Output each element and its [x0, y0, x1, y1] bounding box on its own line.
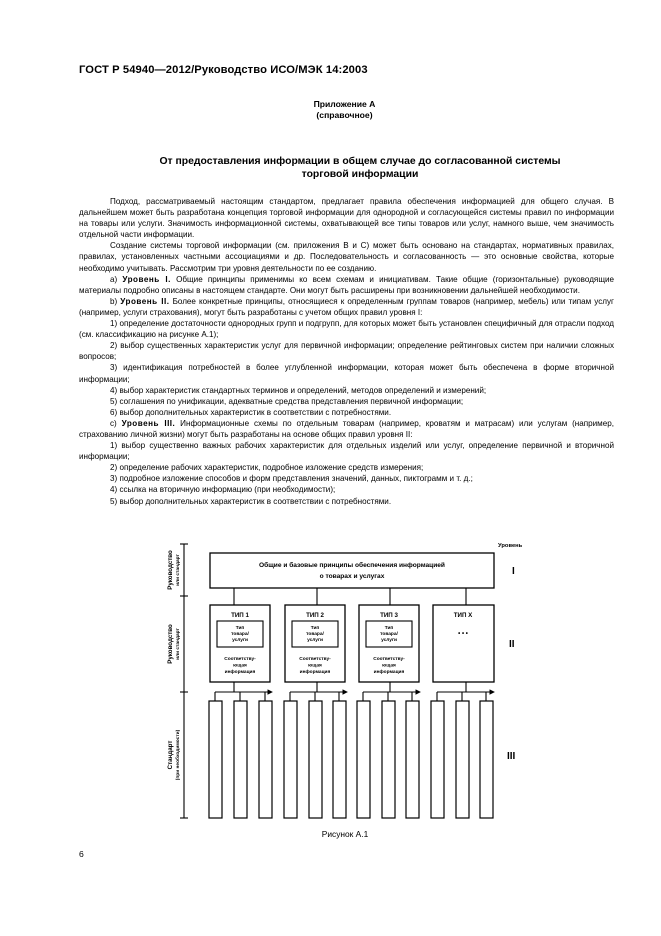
- level-c-prefix: с): [110, 418, 117, 428]
- general-principles-box: [210, 553, 494, 588]
- page-number: 6: [79, 849, 84, 859]
- level-b-label: Уровень II.: [120, 296, 170, 306]
- level-a-label: Уровень I.: [122, 274, 171, 284]
- left-level-bracket: [180, 544, 188, 818]
- roman-level-1: I: [512, 566, 515, 577]
- level-column-header: Уровень: [498, 543, 523, 549]
- list-item: 6) выбор дополнительных характеристик в соответствии с потребностями.: [110, 407, 392, 417]
- list-item: 2) определение рабочих характеристик, подробное изложение средств измерения;: [110, 463, 424, 473]
- list-item: 1) определение достаточности однородных групп и подгрупп, для которых может быть установлен специфичный для отрасли подход (см. классификацию на рисунке А.1);: [79, 319, 614, 340]
- type-box-2: [285, 605, 345, 682]
- type-2-title: ТИП 2: [306, 612, 324, 619]
- general-principles-line-1: Общие и базовые принципы обеспечения информацией: [259, 562, 445, 569]
- side-label-level-2: Руководство или стандарт: [167, 624, 181, 664]
- type-box-3: [359, 605, 419, 682]
- level-b-prefix: b): [110, 296, 118, 306]
- svg-text:Соответству-ющаяинформация: Соответству-ющая информация: [224, 657, 256, 675]
- type-1-title: ТИП 1: [231, 612, 249, 619]
- level-2-to-3-connectors: [215, 682, 494, 701]
- list-item: 3) подробное изложение способов и форм представления значений, данных, пиктограмм и т. д.;: [110, 474, 473, 484]
- type-box-x: [433, 605, 494, 682]
- level-b-text: Более конкретные принципы, относящиеся к определенным группам товаров (например, мебель) или типам услуг (например, услуги страхования), могут быть разработаны с учетом общих правил уровня I:: [79, 296, 614, 317]
- svg-text:Типтовара/услуги: Тип товара/ услуги: [380, 626, 398, 643]
- type-x-dots: • • •: [458, 631, 468, 637]
- list-item: 3) идентификация потребностей в более углубленной информации, которая может быть обеспечена в форме вторичной информации;: [79, 363, 614, 384]
- roman-level-2: II: [509, 639, 515, 650]
- type-box-1: [210, 605, 270, 682]
- level-c-label: Уровень III.: [121, 418, 176, 428]
- paragraph: Создание системы торговой информации (см. приложения В и С) может быть основано на стандартах, нормативных правилах, правилах, установленных частными ассоциациями и др. Последовательность и согласованность — это основные свойства, которые необходимо учитывать. Рассмотрим три уровня деятельности по ее созданию.: [79, 241, 614, 273]
- side-label-level-3: Стандарт (при необходимости): [167, 729, 181, 781]
- list-item: 4) выбор характеристик стандартных терминов и определений, методов определений и измерений;: [110, 385, 487, 395]
- list-item: 2) выбор существенных характеристик услуг для первичной информации; определение рейтинговых систем при наличии сложных вопросов;: [79, 341, 614, 362]
- annex-note: (справочное): [316, 110, 373, 120]
- list-item: 4) ссылка на вторичную информацию (при необходимости);: [110, 485, 336, 495]
- annex-label: Приложение А: [313, 99, 376, 109]
- list-item: 5) соглашения по унификации, адекватные средства представления первичной информации;: [110, 396, 464, 406]
- figure-caption: Рисунок А.1: [321, 829, 369, 839]
- list-item: 5) выбор дополнительных характеристик в соответствии с потребностями.: [110, 496, 392, 506]
- annex-title-line-2: торговой информации: [301, 169, 419, 180]
- paragraph: Подход, рассматриваемый настоящим стандартом, предлагает правила обеспечения информацией для общего случая. В дальнейшем может быть разработана концепция торговой информации для однородной и согласующейся системы правил по информации на товары или услуги. Значимость информационной системы, охватывающей все типы товаров или услуг, намного выше, чем значимость отдельной части информации.: [79, 197, 614, 240]
- svg-text:Типтовара/услуги: Тип товара/ услуги: [306, 626, 324, 643]
- roman-level-3: III: [507, 751, 516, 762]
- level-a-prefix: а): [110, 274, 118, 284]
- side-label-level-1: Руководство или стандарт: [167, 550, 181, 590]
- level-1-to-2-connectors: [234, 588, 466, 605]
- document-header: ГОСТ Р 54940—2012/Руководство ИСО/МЭК 14:2003: [79, 64, 368, 76]
- list-item: 1) выбор существенно важных рабочих характеристик для отдельных изделий или услуг, определение первичной и вторичной информации;: [79, 441, 614, 462]
- svg-text:Соответству-ющаяинформация: Соответству-ющая информация: [299, 657, 331, 675]
- level-c-text: Информационные схемы по отдельным товарам (например, кроватям и матрасам) или услугам (например, страхованию личной жизни) могут быть разработаны на основе общих правил уровня II:: [79, 418, 614, 439]
- type-x-title: ТИП X: [453, 612, 473, 619]
- svg-text:Типтовара/услуги: Тип товара/ услуги: [231, 626, 249, 643]
- level-a-text: Общие принципы применимы ко всем схемам и инициативам. Такие общие (горизонтальные) руководящие материалы подробно описаны в настоящем стандарте. Они могут быть расширены при возникновении дальнейшей необходимости.: [79, 274, 614, 295]
- annex-title-line-1: От предоставления информации в общем случае до согласованной системы: [159, 156, 561, 167]
- general-principles-line-2: о товарах и услугах: [319, 573, 385, 580]
- level-3-standard-columns: [209, 701, 493, 818]
- type-3-title: ТИП 3: [380, 612, 398, 619]
- svg-text:Соответству-ющаяинформация: Соответству-ющая информация: [373, 657, 405, 675]
